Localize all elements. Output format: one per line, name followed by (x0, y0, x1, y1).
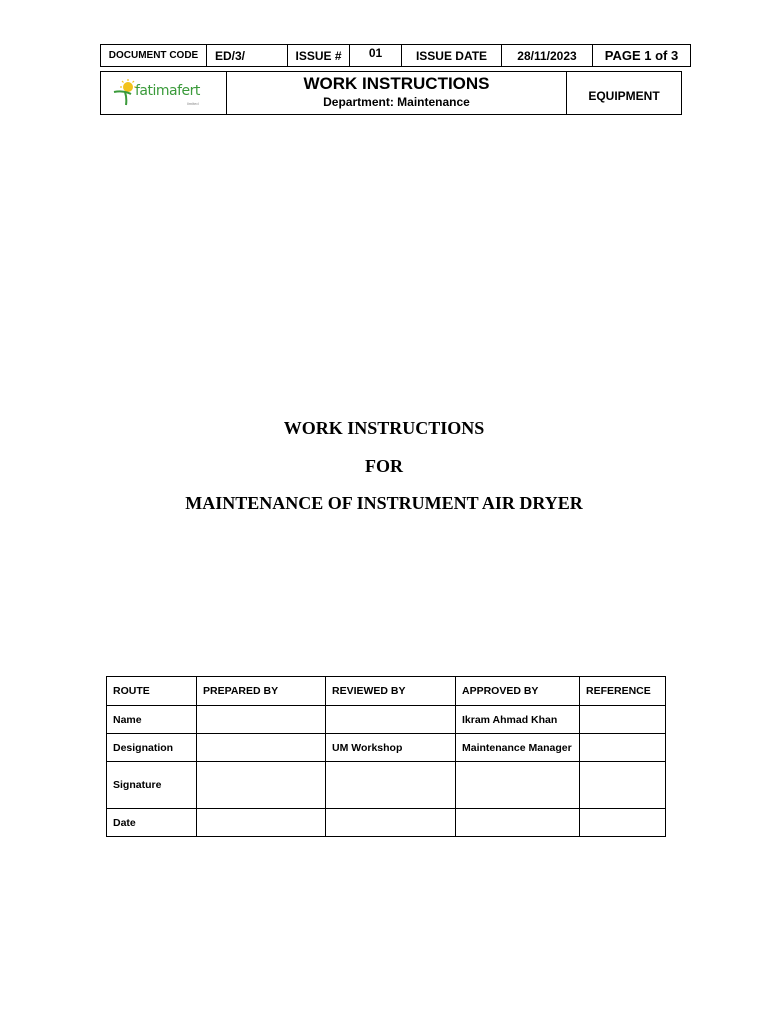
table-cell: Ikram Ahmad Khan (456, 706, 580, 734)
column-header: PREPARED BY (197, 677, 326, 706)
approval-route-table (106, 676, 666, 837)
table-cell (197, 809, 326, 837)
table-cell: Signature (107, 762, 197, 809)
company-logo (101, 72, 227, 115)
column-header: APPROVED BY (456, 677, 580, 706)
issue-date-value: 28/11/2023 (502, 45, 593, 67)
header-category: EQUIPMENT (567, 72, 682, 115)
table-row (107, 809, 666, 837)
table-cell (197, 734, 326, 762)
logo-subtext: limited (187, 101, 199, 106)
document-meta-row (100, 44, 691, 67)
table-cell (580, 809, 666, 837)
issue-date-label: ISSUE DATE (402, 45, 502, 67)
table-cell (456, 762, 580, 809)
table-row (107, 734, 666, 762)
table-cell: Maintenance Manager (456, 734, 580, 762)
table-cell: Designation (107, 734, 197, 762)
doc-code-value: ED/3/ (207, 45, 288, 67)
table-cell (580, 762, 666, 809)
table-cell (197, 762, 326, 809)
logo-wordmark: fatimafert (135, 83, 200, 99)
header-title-cell (227, 72, 567, 115)
column-header: REFERENCE (580, 677, 666, 706)
table-cell (326, 809, 456, 837)
issue-value: 01 (350, 45, 402, 67)
doc-title-line-3: MAINTENANCE OF INSTRUMENT AIR DRYER (185, 493, 583, 513)
table-cell: UM Workshop (326, 734, 456, 762)
issue-label: ISSUE # (288, 45, 350, 67)
header-title: WORK INSTRUCTIONS (303, 74, 490, 93)
table-cell (580, 734, 666, 762)
document-header (100, 71, 682, 115)
table-cell: Name (107, 706, 197, 734)
table-cell (326, 706, 456, 734)
doc-title-line-2: FOR (365, 456, 403, 476)
page-indicator: PAGE 1 of 3 (593, 45, 691, 67)
table-row (107, 706, 666, 734)
table-cell (456, 809, 580, 837)
table-cell (197, 706, 326, 734)
column-header: REVIEWED BY (326, 677, 456, 706)
doc-code-label: DOCUMENT CODE (101, 45, 207, 67)
table-row (107, 762, 666, 809)
table-cell (326, 762, 456, 809)
doc-title-line-1: WORK INSTRUCTIONS (283, 418, 485, 438)
table-cell (580, 706, 666, 734)
table-header-row (107, 677, 666, 706)
column-header: ROUTE (107, 677, 197, 706)
header-department: Department: Maintenance (323, 95, 470, 109)
table-cell: Date (107, 809, 197, 837)
